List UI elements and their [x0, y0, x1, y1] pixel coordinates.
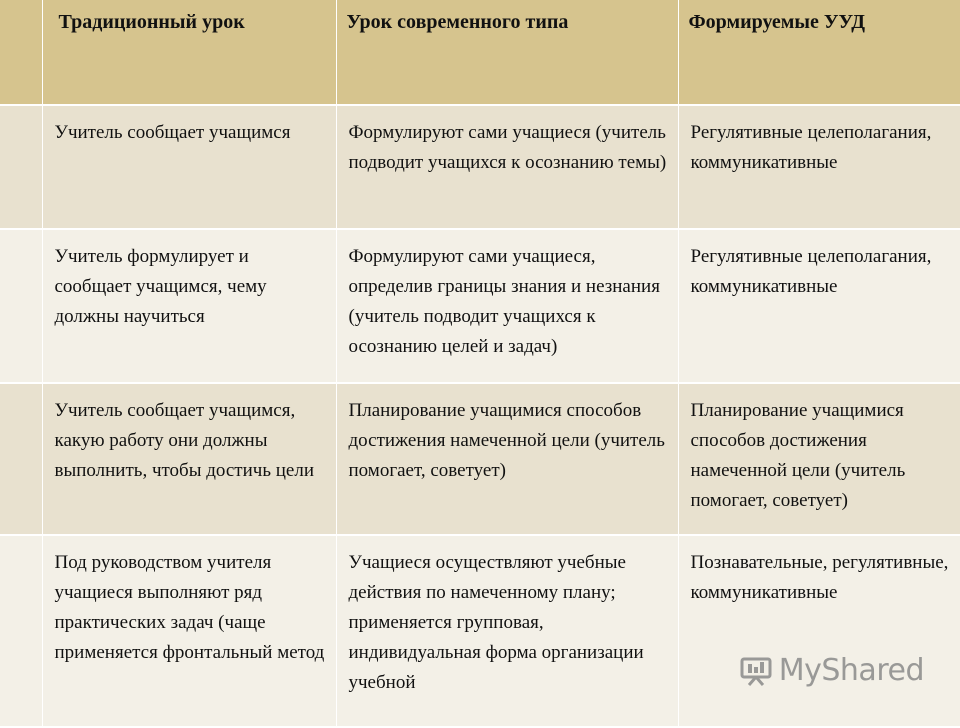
header-cell-formed-skills: Формируемые УУД: [678, 0, 960, 105]
table-row: [0, 383, 960, 535]
table-cell-blank: [0, 383, 42, 535]
watermark-text: MyShared: [778, 653, 924, 688]
table-cell: Под руководством учителя учащиеся выполняют ряд практических задач (чаще применяется фронтальный метод: [42, 535, 336, 727]
table-cell: Учитель сообщает учащимся: [42, 105, 336, 229]
table-row: [0, 535, 960, 727]
table-cell: Планирование учащимися способов достижения намеченной цели (учитель помогает, советует): [336, 383, 678, 535]
header-cell-traditional-lesson: Традиционный урок: [42, 0, 336, 105]
table-cell-blank: [0, 535, 42, 727]
table-row: [0, 229, 960, 383]
table-cell: Планирование учащимися способов достижения намеченной цели (учитель помогает, советует): [678, 383, 960, 535]
presentation-icon: [739, 655, 773, 687]
table-cell-blank: [0, 105, 42, 229]
table-cell-blank: [0, 229, 42, 383]
table-cell: Учитель формулирует и сообщает учащимся, чему должны научиться: [42, 229, 336, 383]
table-cell: Учитель сообщает учащимся, какую работу они должны выполнить, чтобы достичь цели: [42, 383, 336, 535]
header-cell-blank: [0, 0, 42, 105]
table-cell: Формулируют сами учащиеся (учитель подводит учащихся к осознанию темы): [336, 105, 678, 229]
table-row: [0, 105, 960, 229]
table-cell: Учащиеся осуществляют учебные действия по намеченному плану; применяется групповая, индивидуальная форма организации учебной: [336, 535, 678, 727]
table-header-row: [0, 0, 960, 105]
table-cell: Формулируют сами учащиеся, определив границы знания и незнания (учитель подводит учащихся к осознанию целей и задач): [336, 229, 678, 383]
table-cell: Познавательные, регулятивные, коммуникативные: [678, 535, 960, 727]
myshared-watermark: [739, 653, 924, 688]
header-cell-modern-lesson: Урок современного типа: [336, 0, 678, 105]
table-cell: Регулятивные целеполагания, коммуникативные: [678, 229, 960, 383]
table-cell: Регулятивные целеполагания, коммуникативные: [678, 105, 960, 229]
